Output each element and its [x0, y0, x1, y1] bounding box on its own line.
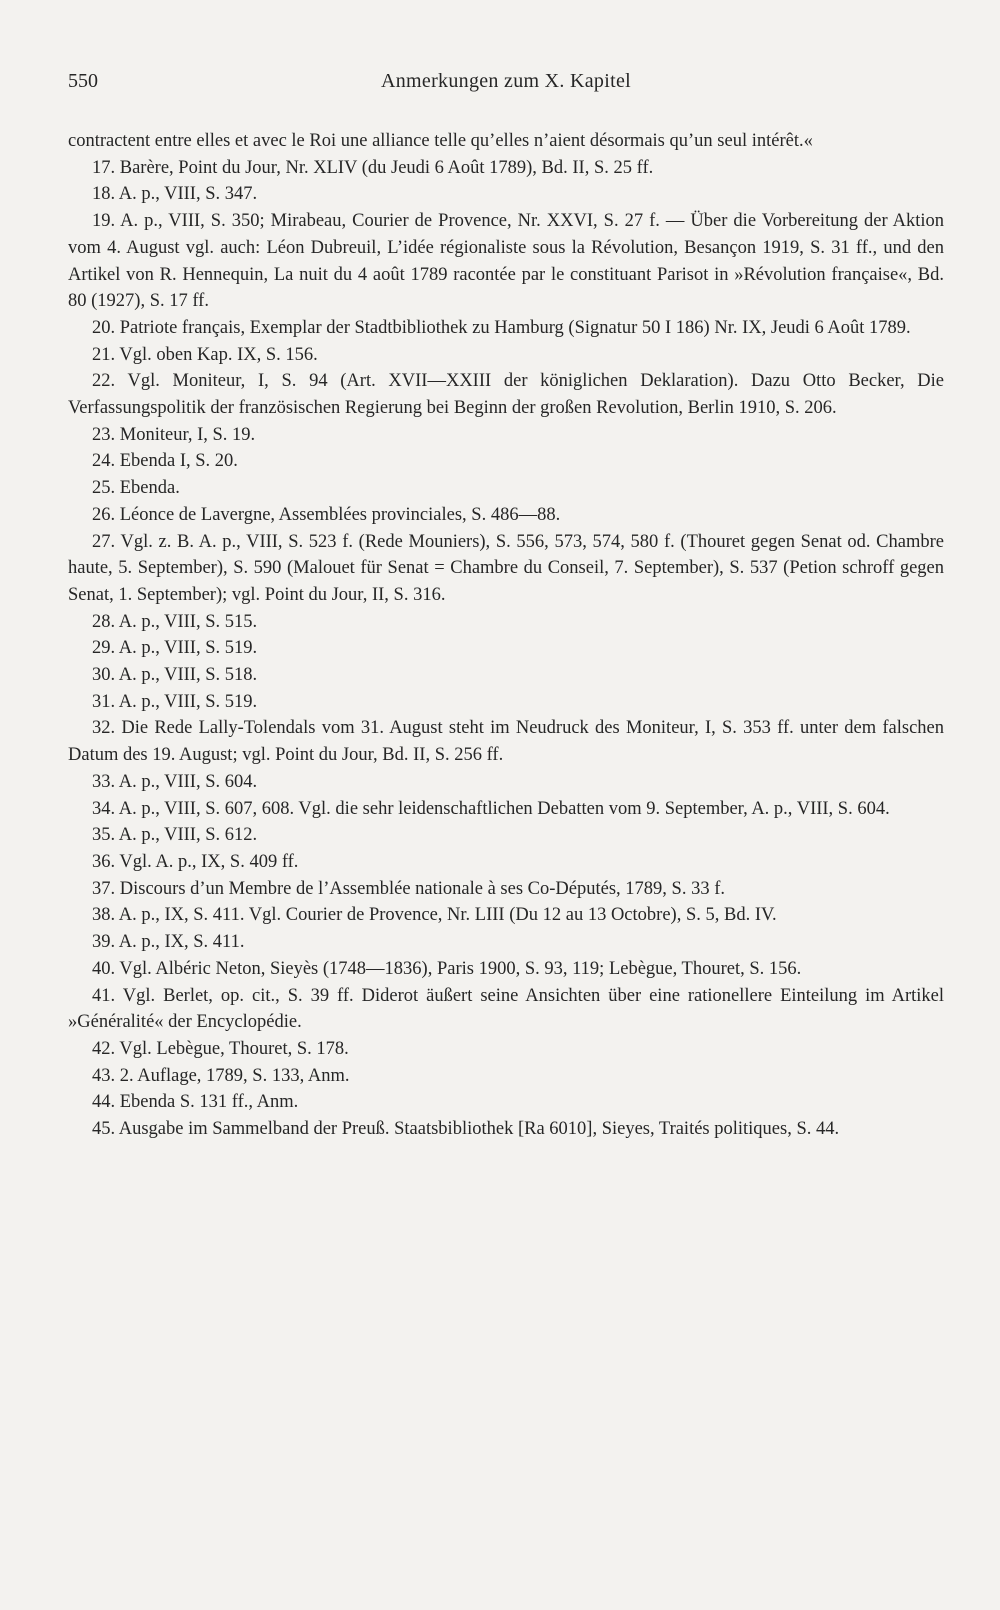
note-29: 29. A. p., VIII, S. 519.	[92, 638, 258, 659]
page-header	[68, 70, 944, 100]
note-39: 39. A. p., IX, S. 411.	[92, 932, 245, 953]
note-35: 35. A. p., VIII, S. 612.	[92, 825, 258, 846]
note-41: 41. Vgl. Berlet, op. cit., S. 39 ff. Diderot äußert seine Ansichten über eine rationellere Einteilung im Artikel »Généralité« der Encyclopédie.	[68, 985, 944, 1033]
note-27: 27. Vgl. z. B. A. p., VIII, S. 523 f. (Rede Mouniers), S. 556, 573, 574, 580 f. (Thouret gegen Senat od. Chambre haute, 5. September), S. 590 (Malouet für Senat = Chambre du Conseil, 7. September), S. 537 (Petion schroff gegen Senat, 1. September); vgl. Point du Jour, II, S. 316.	[68, 531, 944, 605]
note-23: 23. Moniteur, I, S. 19.	[92, 424, 256, 445]
note-44: 44. Ebenda S. 131 ff., Anm.	[92, 1092, 299, 1113]
note-21: 21. Vgl. oben Kap. IX, S. 156.	[92, 344, 318, 365]
note-25: 25. Ebenda.	[92, 478, 180, 499]
note-43: 43. 2. Auflage, 1789, S. 133, Anm.	[92, 1065, 350, 1086]
note-42: 42. Vgl. Lebègue, Thouret, S. 178.	[92, 1038, 349, 1059]
note-33: 33. A. p., VIII, S. 604.	[92, 771, 258, 792]
note-26: 26. Léonce de Lavergne, Assemblées provinciales, S. 486—88.	[92, 504, 561, 525]
note-22: 22. Vgl. Moniteur, I, S. 94 (Art. XVII—XXIII der königlichen Deklaration). Dazu Otto Becker, Die Verfassungspolitik der französischen Regierung bei Beginn der großen Revolution, Berlin 1910, S. 206.	[68, 371, 944, 419]
note-28: 28. A. p., VIII, S. 515.	[92, 611, 258, 632]
note-17: 17. Barère, Point du Jour, Nr. XLIV (du Jeudi 6 Août 1789), Bd. II, S. 25 ff.	[92, 157, 654, 178]
note-31: 31. A. p., VIII, S. 519.	[92, 691, 258, 712]
note-36: 36. Vgl. A. p., IX, S. 409 ff.	[92, 851, 299, 872]
note-38: 38. A. p., IX, S. 411. Vgl. Courier de Provence, Nr. LIII (Du 12 au 13 Octobre), S. 5, Bd. IV.	[92, 905, 777, 926]
page-number: 550	[68, 70, 98, 92]
endnotes-list	[68, 128, 944, 1143]
note-37: 37. Discours d’un Membre de l’Assemblée nationale à ses Co-Députés, 1789, S. 33 f.	[92, 878, 725, 899]
note-20: 20. Patriote français, Exemplar der Stadtbibliothek zu Hamburg (Signatur 50 I 186) Nr. IX, Jeudi 6 Août 1789.	[92, 317, 911, 338]
note-continuation: contractent entre elles et avec le Roi une alliance telle qu’elles n’aient désormais qu’un seul intérêt.«	[68, 131, 813, 151]
note-32: 32. Die Rede Lally-Tolendals vom 31. August steht im Neudruck des Moniteur, I, S. 353 ff. unter dem falschen Datum des 19. August; vgl. Point du Jour, Bd. II, S. 256 ff.	[68, 718, 944, 766]
note-34: 34. A. p., VIII, S. 607, 608. Vgl. die sehr leidenschaftlichen Debatten vom 9. September, A. p., VIII, S. 604.	[92, 798, 890, 819]
note-24: 24. Ebenda I, S. 20.	[92, 451, 238, 472]
note-40: 40. Vgl. Albéric Neton, Sieyès (1748—1836), Paris 1900, S. 93, 119; Lebègue, Thouret, S. 156.	[92, 958, 802, 979]
running-head: Anmerkungen zum X. Kapitel	[381, 70, 631, 92]
note-45: 45. Ausgabe im Sammelband der Preuß. Staatsbibliothek [Ra 6010], Sieyes, Traités politiques, S. 44.	[92, 1119, 840, 1140]
note-19: 19. A. p., VIII, S. 350; Mirabeau, Courier de Provence, Nr. XXVI, S. 27 f. — Über die Vorbereitung der Aktion vom 4. August vgl. auch: Léon Dubreuil, L’idée régionaliste sous la Révolution, Besançon 1919, S. 31 ff., und den Artikel von R. Hennequin, La nuit du 4 août 1789 racontée par le constituant Parisot in »Révolution française«, Bd. 80 (1927), S. 17 ff.	[68, 211, 944, 312]
note-30: 30. A. p., VIII, S. 518.	[92, 665, 258, 686]
note-18: 18. A. p., VIII, S. 347.	[92, 184, 258, 205]
